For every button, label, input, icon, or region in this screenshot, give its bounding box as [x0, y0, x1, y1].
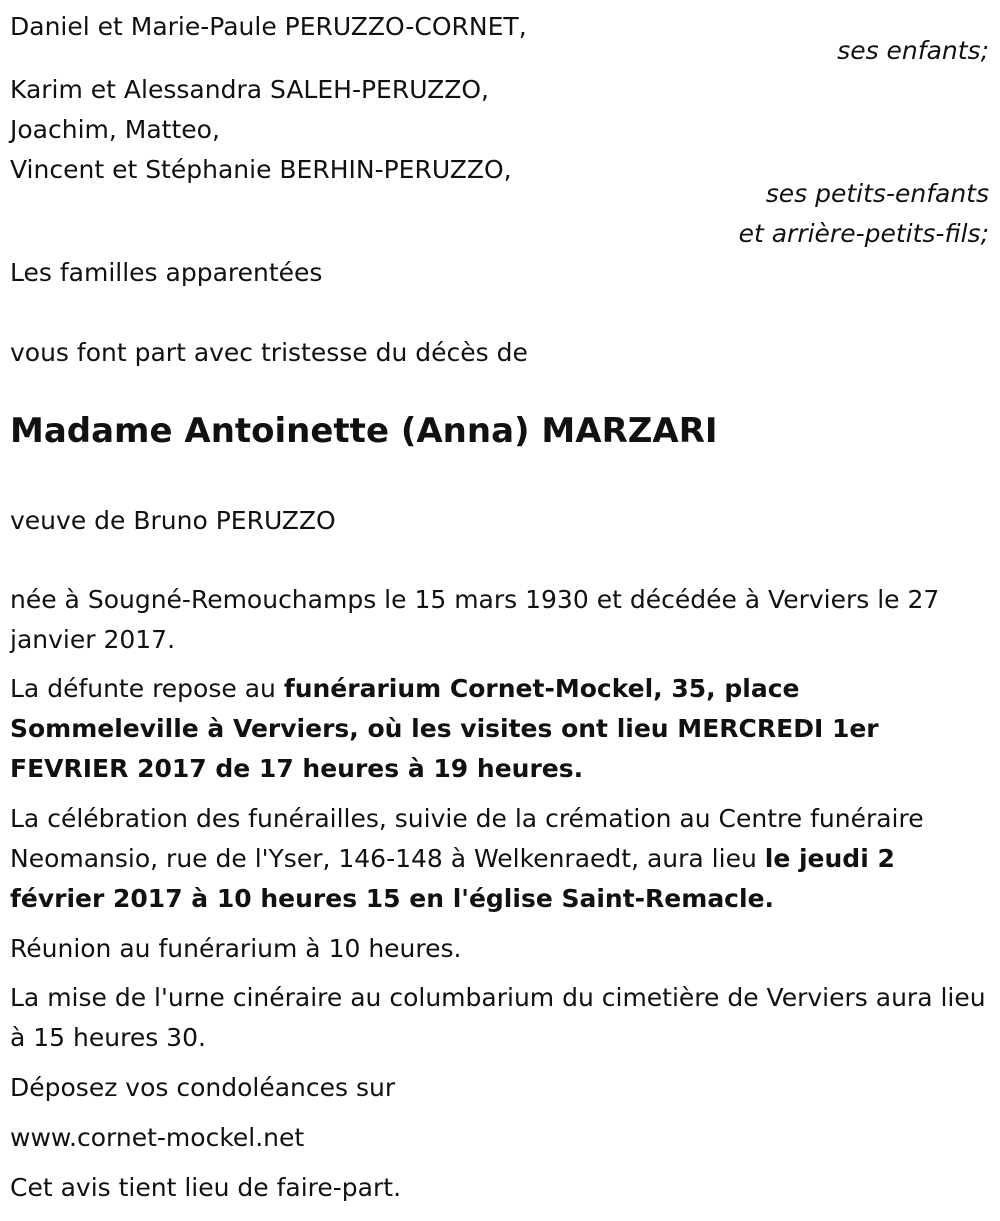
grandchild-line-3: Vincent et Stéphanie BERHIN-PERUZZO,: [10, 155, 512, 184]
rest-paragraph: [10, 669, 995, 789]
funeral-details: le jeudi 2 février 2017 à 10 heures 15 en l'église Saint-Remacle.: [10, 844, 895, 913]
birth-death-paragraph: née à Sougné-Remouchamps le 15 mars 1930 et décédée à Verviers le 27 janvier 2017.: [10, 585, 940, 654]
children-role: ses enfants;: [837, 36, 989, 65]
urn-paragraph: La mise de l'urne cinéraire au columbarium du cimetière de Verviers aura lieu à 15 heures 30.: [10, 983, 986, 1052]
announcement-line: vous font part avec tristesse du décès de: [10, 338, 528, 367]
meeting-line: Réunion au funérarium à 10 heures.: [10, 934, 462, 963]
footer-note: Cet avis tient lieu de faire-part.: [10, 1173, 402, 1202]
grandchild-line-2: Joachim, Matteo,: [10, 115, 220, 144]
condolences-label: Déposez vos condoléances sur: [10, 1073, 396, 1102]
deceased-name: Madame Antoinette (Anna) MARZARI: [10, 411, 718, 451]
grandchild-line-1: Karim et Alessandra SALEH-PERUZZO,: [10, 75, 489, 104]
children-line: Daniel et Marie-Paule PERUZZO-CORNET,: [10, 12, 527, 41]
funeral-intro: La célébration des funérailles, suivie de la crémation au Centre funéraire Neomansio, rue de l'Yser, 146-148 à Welkenraedt, aura lieu: [10, 804, 924, 873]
rest-intro: La défunte repose au: [10, 674, 284, 703]
relatives-line: Les familles apparentées: [10, 258, 323, 287]
widow-of-line: veuve de Bruno PERUZZO: [10, 506, 336, 535]
grandchildren-role-1: ses petits-enfants: [765, 179, 989, 208]
funeral-paragraph: [10, 799, 995, 919]
website-link[interactable]: www.cornet-mockel.net: [10, 1123, 305, 1152]
grandchildren-role-2: et arrière-petits-fils;: [738, 219, 989, 248]
rest-details: funérarium Cornet-Mockel, 35, place Sommeleville à Verviers, où les visites ont lieu MERCREDI 1er FEVRIER 2017 de 17 heures à 19 heures.: [10, 674, 879, 783]
